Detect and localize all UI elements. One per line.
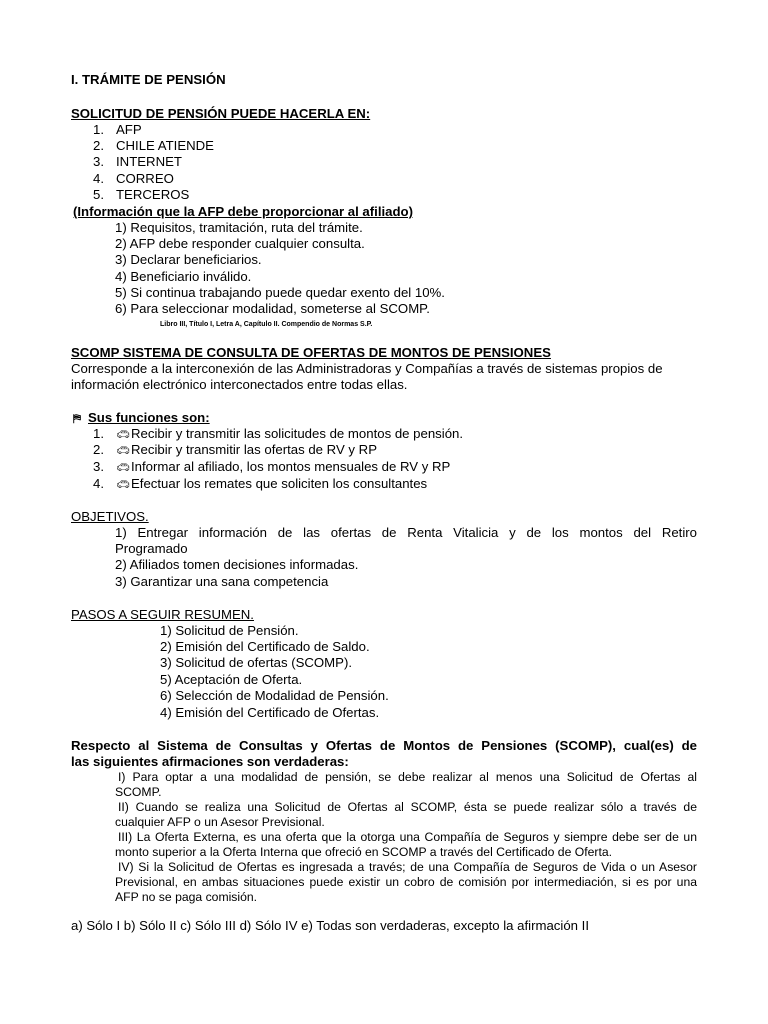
list-item: 3) Solicitud de ofertas (SCOMP). [160,655,353,670]
list-item: 1. AFP [93,122,142,137]
objetivo-item: 2) Afiliados tomen decisiones informadas. [115,557,359,572]
list-item: 6) Selección de Modalidad de Pensión. [160,688,389,703]
list-item: 5) Si continua trabajando puede quedar exento del 10%. [115,285,445,300]
footnote: Libro III, Título I, Letra A, Capítulo II. Compendio de Normas S.P. [160,321,373,328]
info-heading: (Información que la AFP debe proporcionar al afiliado) [73,204,413,219]
flag-icon: ⛿ [73,413,81,425]
scomp-heading: SCOMP SISTEMA DE CONSULTA DE OFERTAS DE MONTOS DE PENSIONES [71,345,551,360]
solicitud-heading: SOLICITUD DE PENSIÓN PUEDE HACERLA EN: [71,106,371,121]
question-text: las siguientes afirmaciones son verdaderas: [71,754,349,769]
list-item: 1. 🚗︎Recibir y transmitir las solicitudes de montos de pensión. [93,426,464,441]
question-text: Respecto al Sistema de Consultas y Ofertas de Montos de Pensiones (SCOMP), cual(es) de [71,738,697,753]
list-item: 5) Aceptación de Oferta. [160,672,303,687]
statement-i: SCOMP. [115,785,162,799]
list-item: 2) AFP debe responder cualquier consulta. [115,236,365,251]
list-item: 4. CORREO [93,171,174,186]
section-heading: I. TRÁMITE DE PENSIÓN [71,72,226,87]
list-item: 4) Emisión del Certificado de Ofertas. [160,705,380,720]
list-item: 3) Declarar beneficiarios. [115,252,262,267]
objetivos-heading: OBJETIVOS. [71,509,149,524]
list-item: 4) Beneficiario inválido. [115,269,252,284]
list-item: 2. 🚗︎Recibir y transmitir las ofertas de RV y RP [93,442,377,457]
objetivo-item: 1) Entregar información de las ofertas de Renta Vitalicia y de los montos del Retiro [115,525,697,540]
list-item: 3. 🚗︎Informar al afiliado, los montos mensuales de RV y RP [93,459,451,474]
statement-ii: II) Cuando se realiza una Solicitud de Ofertas al SCOMP, ésta se puede realizar sólo a través de [118,800,697,814]
list-item: 5. TERCEROS [93,187,190,202]
scomp-description: información electrónico interconectados entre todas ellas. [71,377,408,392]
statement-iii: monto superior a la Oferta Interna que ofreció en SCOMP a través del Certificado de Oferta. [115,845,613,859]
list-item: 3. INTERNET [93,154,182,169]
car-icon: 🚗︎ [116,429,130,441]
objetivo-item: Programado [115,541,188,556]
list-item: 1) Requisitos, tramitación, ruta del trámite. [115,220,363,235]
car-icon: 🚗︎ [116,462,130,474]
statement-iv: AFP no se paga comisión. [115,890,258,904]
statement-iv: IV) Si la Solicitud de Ofertas es ingresada a través; de una Compañía de Seguros de Vida o un Asesor [118,860,697,874]
statement-ii: cualquier AFP o un Asesor Previsional. [115,815,325,829]
list-item: 1) Solicitud de Pensión. [160,623,299,638]
car-icon: 🚗︎ [116,445,130,457]
scomp-description: Corresponde a la interconexión de las Administradoras y Compañías a través de sistemas propios de [71,361,663,376]
list-item: 4. 🚗︎Efectuar los remates que soliciten los consultantes [93,476,428,491]
answer-options: a) Sólo I b) Sólo II c) Sólo III d) Sólo IV e) Todas son verdaderas, excepto la afirmación II [71,918,589,933]
list-item: 2. CHILE ATIENDE [93,138,214,153]
car-icon: 🚗︎ [116,479,130,491]
statement-iii: III) La Oferta Externa, es una oferta que la otorga una Compañía de Seguros y siempre debe ser de un [118,830,697,844]
objetivo-item: 3) Garantizar una sana competencia [115,574,329,589]
funciones-heading: ⛿ Sus funciones son: [73,410,210,425]
statement-i: I) Para optar a una modalidad de pensión, se debe realizar al menos una Solicitud de Ofertas al [118,770,697,784]
statement-iv: Previsional, en ambas situaciones puede existir un cobro de comisión por intermediación, si es por una [115,875,697,889]
list-item: 6) Para seleccionar modalidad, someterse al SCOMP. [115,301,430,316]
pasos-heading: PASOS A SEGUIR RESUMEN. [71,607,254,622]
list-item: 2) Emisión del Certificado de Saldo. [160,639,370,654]
